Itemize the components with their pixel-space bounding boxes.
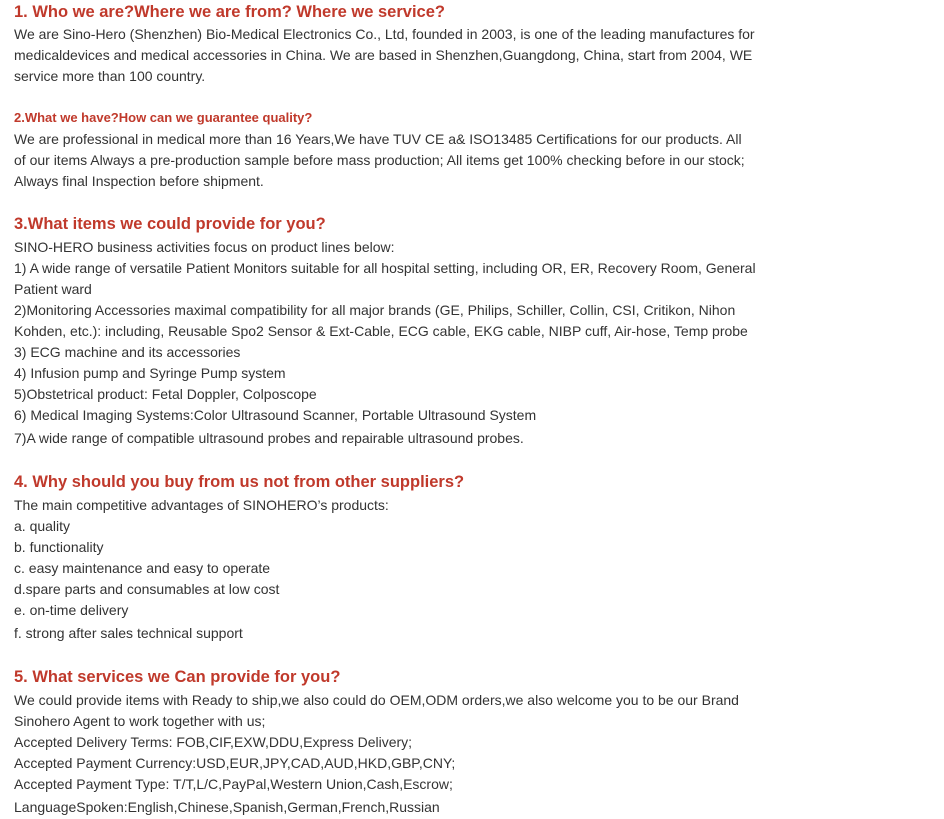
section-5-heading: 5. What services we Can provide for you? xyxy=(14,668,341,686)
section-3-line-6: 3) ECG machine and its accessories xyxy=(14,344,241,360)
section-4-line-1: The main competitive advantages of SINOHERO’s products: xyxy=(14,497,389,513)
section-3-line-9: 6) Medical Imaging Systems:Color Ultrasound Scanner, Portable Ultrasound System xyxy=(14,407,537,423)
section-2-line-3: Always final Inspection before shipment. xyxy=(14,173,264,189)
section-3-line-4: 2)Monitoring Accessories maximal compatibility for all major brands (GE, Philips, Schiller, Collin, CSI, Critikon, Nihon xyxy=(14,302,736,318)
section-3-line-3: Patient ward xyxy=(14,281,92,297)
section-4-line-4: c. easy maintenance and easy to operate xyxy=(14,560,271,576)
section-1-heading: 1. Who we are?Where we are from? Where we service? xyxy=(14,3,445,21)
section-1-line-2: medicaldevices and medical accessories in China. We are based in Shenzhen,Guangdong, China, start from 2004, WE xyxy=(14,47,753,63)
section-4-line-2: a. quality xyxy=(14,518,71,534)
section-2-line-1: We are professional in medical more than 16 Years,We have TUV CE a& ISO13485 Certifications for our products. All xyxy=(14,131,742,147)
section-3-line-1: SINO-HERO business activities focus on product lines below: xyxy=(14,239,395,255)
section-5-line-4: Accepted Payment Currency:USD,EUR,JPY,CAD,AUD,HKD,GBP,CNY; xyxy=(14,755,456,771)
section-3-line-8: 5)Obstetrical product: Fetal Doppler, Colposcope xyxy=(14,386,317,402)
section-2-heading: 2.What we have?How can we guarantee quality? xyxy=(14,110,313,125)
section-2-line-2: of our items Always a pre-production sample before mass production; All items get 100% checking before in our stock; xyxy=(14,152,745,168)
section-4-line-6: e. on-time delivery xyxy=(14,602,129,618)
section-5-line-1: We could provide items with Ready to ship,we also could do OEM,ODM orders,we also welcome you to be our Brand xyxy=(14,692,739,708)
section-4-heading: 4. Why should you buy from us not from other suppliers? xyxy=(14,473,465,491)
section-1-line-1: We are Sino-Hero (Shenzhen) Bio-Medical Electronics Co., Ltd, founded in 2003, is one of the leading manufactures for xyxy=(14,26,755,42)
section-3-line-2: 1) A wide range of versatile Patient Monitors suitable for all hospital setting, including OR, ER, Recovery Room, General xyxy=(14,260,756,276)
section-4-line-7: f. strong after sales technical support xyxy=(14,625,243,641)
section-5-line-5: Accepted Payment Type: T/T,L/C,PayPal,Western Union,Cash,Escrow; xyxy=(14,776,453,792)
section-3-line-7: 4) Infusion pump and Syringe Pump system xyxy=(14,365,286,381)
section-4-line-3: b. functionality xyxy=(14,539,104,555)
section-3-heading: 3.What items we could provide for you? xyxy=(14,215,326,233)
section-5-line-2: Sinohero Agent to work together with us; xyxy=(14,713,266,729)
section-5-line-3: Accepted Delivery Terms: FOB,CIF,EXW,DDU,Express Delivery; xyxy=(14,734,413,750)
section-3-line-5: Kohden, etc.): including, Reusable Spo2 Sensor & Ext-Cable, ECG cable, EKG cable, NIBP cuff, Air-hose, Temp probe xyxy=(14,323,748,339)
section-4-line-5: d.spare parts and consumables at low cost xyxy=(14,581,280,597)
section-3-line-10: 7)A wide range of compatible ultrasound probes and repairable ultrasound probes. xyxy=(14,430,524,446)
section-1-line-3: service more than 100 country. xyxy=(14,68,206,84)
section-5-line-6: LanguageSpoken:English,Chinese,Spanish,German,French,Russian xyxy=(14,799,440,815)
